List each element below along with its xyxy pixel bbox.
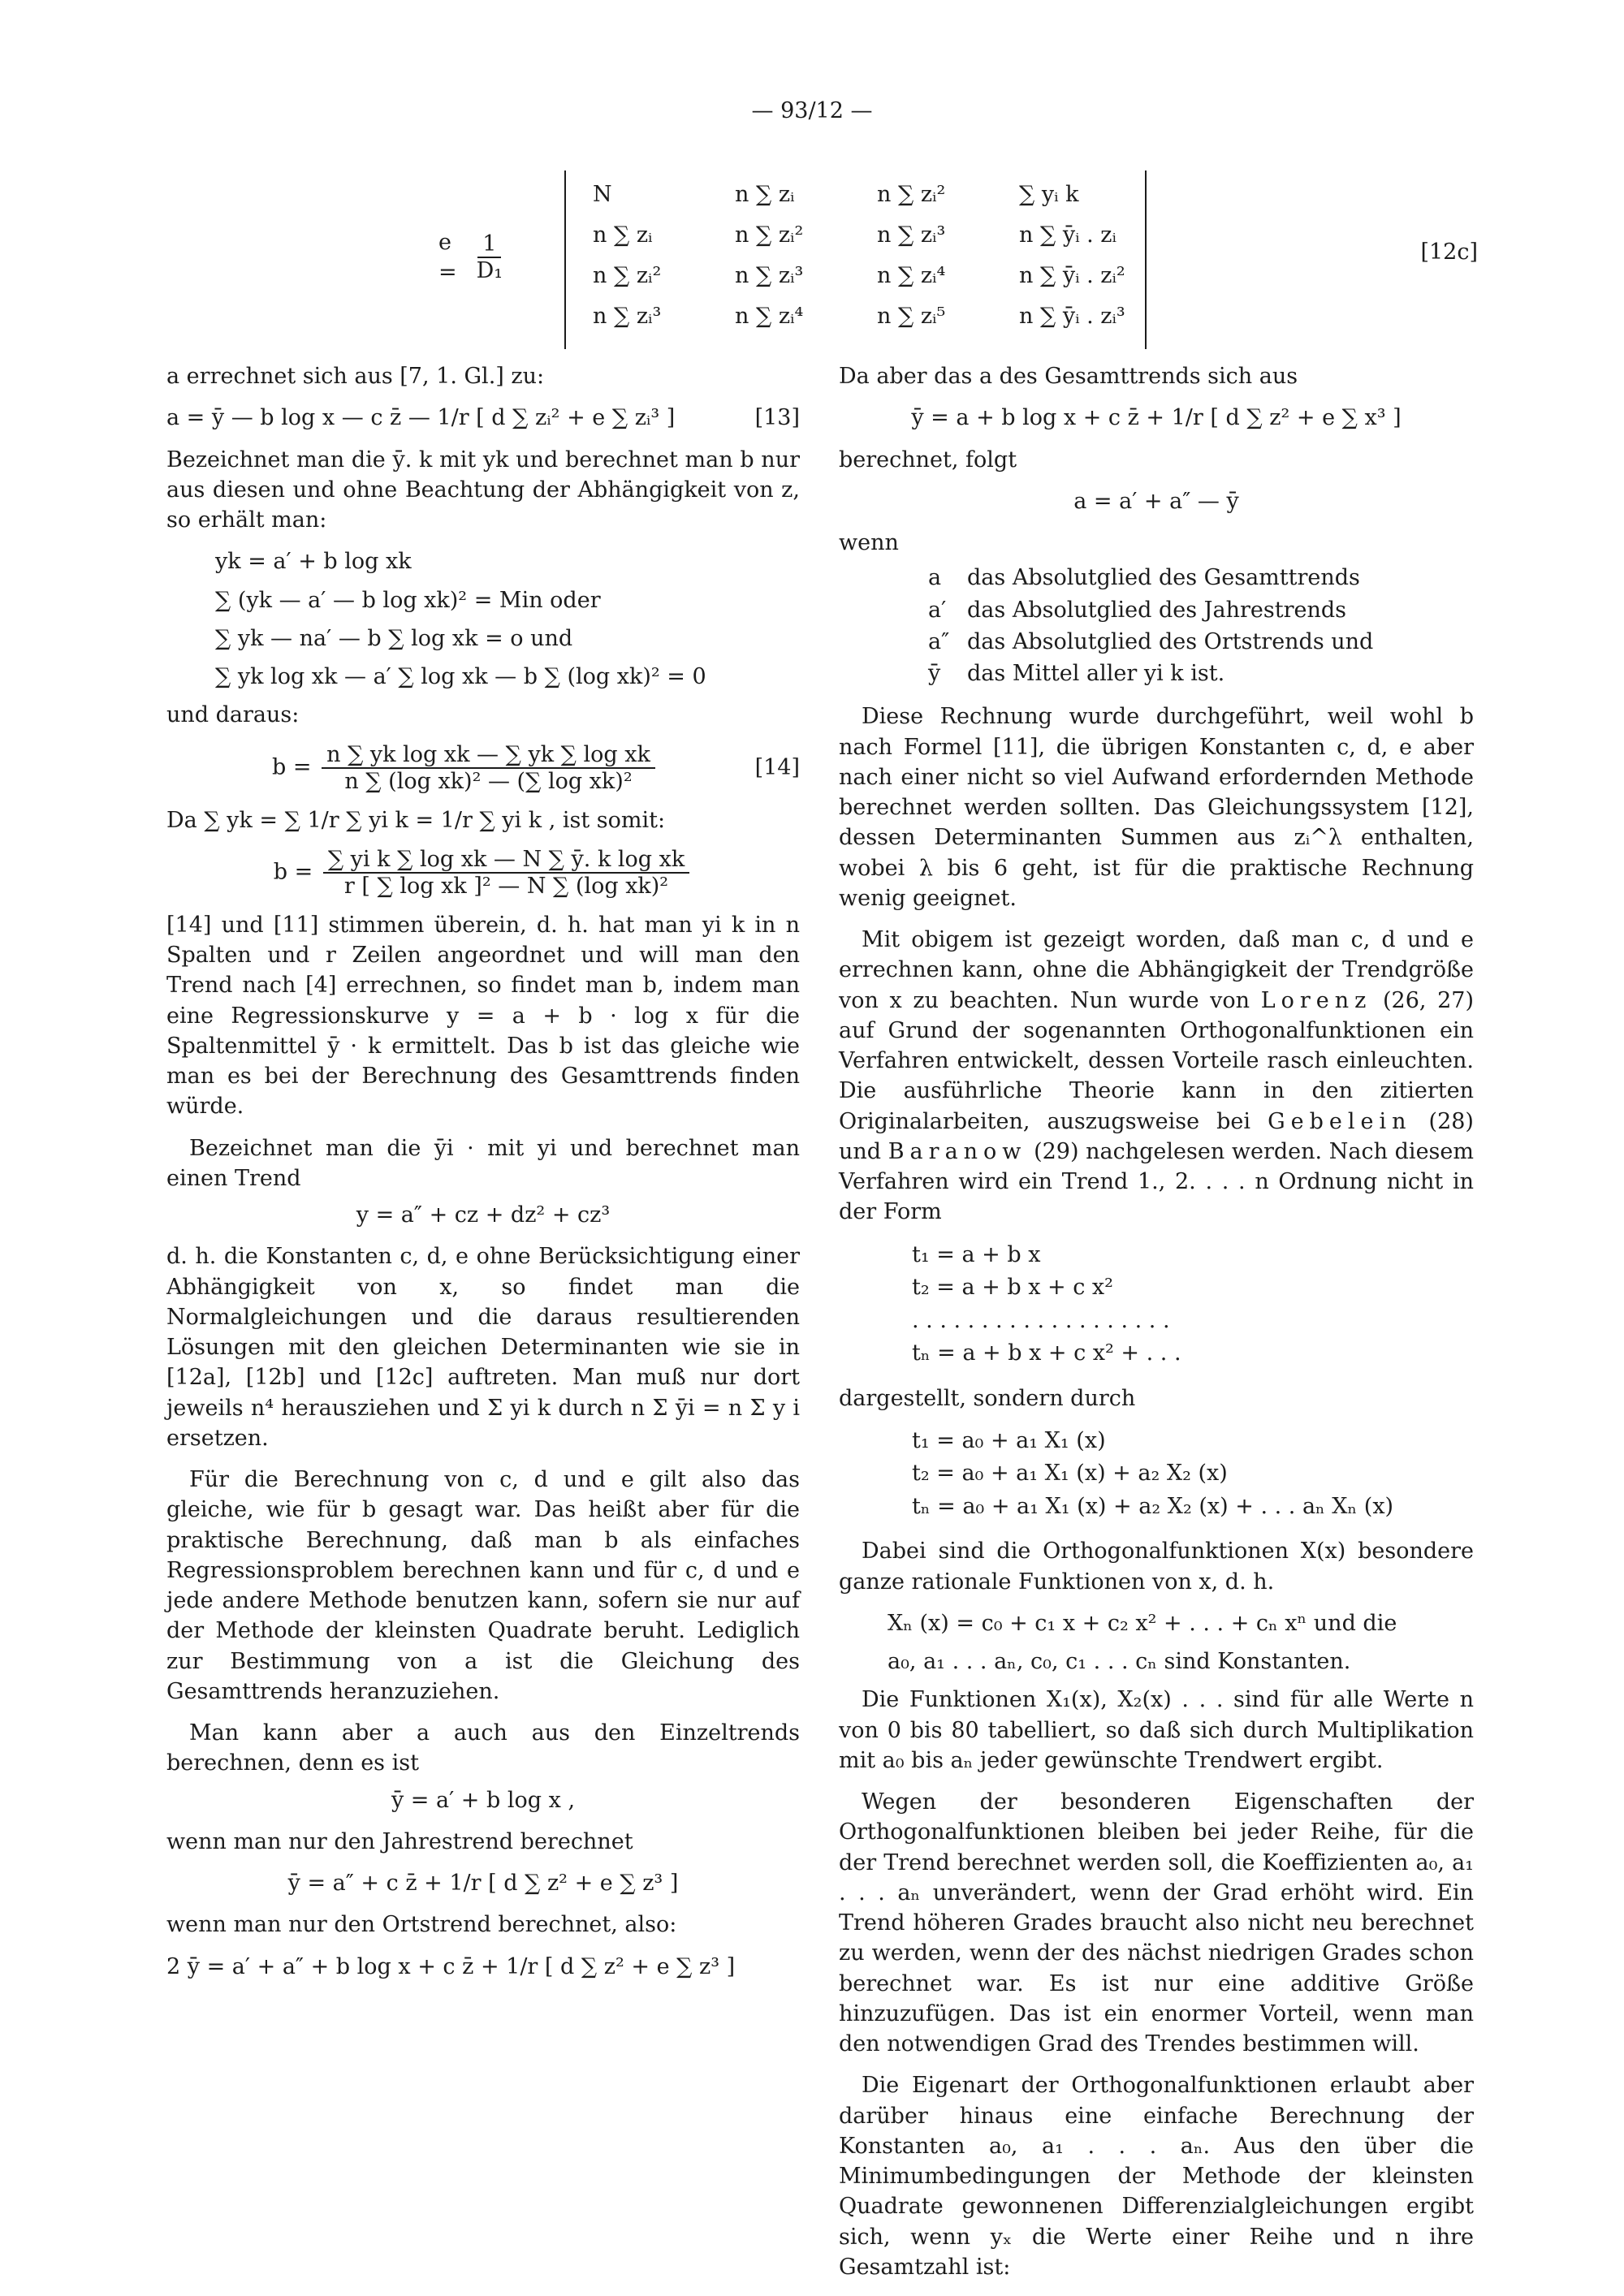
paragraph: Diese Rechnung wurde durchgeführt, weil wohl b nach Formel [11], die übrigen Konstanten c, d, e aber nach einer nicht so viel Aufwand erfordernden Methode berechnet werden sollten. Das Gleichungssystem [12], dessen Determinanten Summen aus zᵢ^λ enthalten, wobei λ bis 6 geht, ist für die praktische Rechnung wenig geeignet. bbox=[839, 704, 1474, 911]
det-fraction bbox=[472, 231, 508, 283]
det-cell: n ∑ ȳᵢ . zᵢ² bbox=[1019, 263, 1125, 288]
equation: ∑ yk — na′ — b ∑ log xk = o und bbox=[215, 625, 573, 651]
def-symbol: a″ bbox=[928, 628, 950, 654]
det-cell: n ∑ zᵢ⁴ bbox=[877, 263, 946, 288]
equation: yk = a′ + b log xk bbox=[215, 549, 412, 575]
text-run: Mit obigem ist gezeigt worden, daß man c, d und e errechnen kann, ohne die Abhängigkeit der Trendgröße von x zu beachten. Nun wurde von bbox=[839, 927, 1474, 1013]
paragraph bbox=[839, 925, 1474, 1228]
det-cell: n ∑ ȳᵢ . zᵢ bbox=[1019, 222, 1116, 248]
eqb-lhs: b = bbox=[273, 859, 313, 885]
equation: ∑ (yk — a′ — b log xk)² = Min oder bbox=[215, 587, 601, 613]
equation-13 bbox=[166, 403, 800, 433]
det-cell: n ∑ zᵢ³ bbox=[877, 222, 946, 248]
text-run: (26, 27) auf Grund der sogenannten Orthogonalfunktionen ein Verfahren entwickelt, dessen Vorteile rasch einleuchten. Die ausführliche Theorie kann in den zitierten Originalarbeiten, auszugsweise bei bbox=[839, 987, 1474, 1134]
det-cell: n ∑ zᵢ² bbox=[593, 263, 662, 288]
eqb-den: r [ ∑ log xk ]² — N ∑ (log xk)² bbox=[343, 873, 669, 899]
trend-eq: t₁ = a + b x bbox=[912, 1241, 1041, 1267]
trend-list-1 bbox=[912, 1239, 1474, 1370]
det-cell: n ∑ zᵢ² bbox=[877, 182, 946, 207]
paragraph: Da aber das a des Gesamttrends sich aus bbox=[839, 364, 1298, 389]
paragraph: Dabei sind die Orthogonalfunktionen X(x) besondere ganze rationale Funktionen von x, d. h. bbox=[839, 1539, 1474, 1595]
trend-eq: t₂ = a₀ + a₁ X₁ (x) + a₂ X₂ (x) bbox=[912, 1461, 1228, 1487]
author-name: Gebelein bbox=[1268, 1108, 1412, 1134]
paragraph: a errechnet sich aus [7, 1. Gl.] zu: bbox=[166, 364, 545, 389]
trend-eq: t₂ = a + b x + c x² bbox=[912, 1275, 1113, 1300]
paragraph: Die Eigenart der Orthogonalfunktionen erlaubt aber darüber hinaus eine einfache Berechnung der Konstanten a₀, a₁ . . . aₙ. Aus den über die Minimumbedingungen der Methode der kleinsten Quadrate gewonnenen Differenzialgleichungen ergibt sich, wenn yₓ die Werte einer Reihe und n ihre Gesamtzahl ist: bbox=[839, 2073, 1474, 2280]
det-bar-right bbox=[1145, 170, 1147, 349]
author-name: Lorenz bbox=[1260, 987, 1372, 1013]
det-cell: n ∑ zᵢ³ bbox=[735, 263, 804, 288]
equation-trend: y = a″ + cz + dz² + cz³ bbox=[356, 1202, 611, 1228]
paragraph: wenn man nur den Ortstrend berechnet, also: bbox=[166, 1912, 677, 1938]
equation-tag-12c: [12c] bbox=[1420, 240, 1478, 265]
paragraph: wenn man nur den Jahrestrend berechnet bbox=[166, 1828, 633, 1854]
equation-tag: [14] bbox=[754, 754, 800, 780]
def-symbol: a bbox=[928, 565, 942, 591]
equation-a1: ȳ = a′ + b log x , bbox=[391, 1787, 576, 1813]
eq14-fraction bbox=[322, 742, 655, 794]
paragraph: und daraus: bbox=[166, 702, 300, 728]
paragraph: dargestellt, sondern durch bbox=[839, 1385, 1136, 1411]
def-symbol: ȳ bbox=[928, 661, 941, 686]
det-frac-num: 1 bbox=[477, 231, 501, 258]
text-run: (28) und bbox=[839, 1108, 1474, 1164]
det-cell: n ∑ zᵢ⁴ bbox=[735, 304, 804, 329]
equation-xn-constants: a₀, a₁ . . . aₙ, c₀, c₁ . . . cₙ sind Konstanten. bbox=[888, 1649, 1351, 1674]
paragraph: [14] und [11] stimmen überein, d. h. hat man yi k in n Spalten und r Zeilen angeordnet und will man den Trend nach [4] errechnen, so findet man b, indem man eine Regressionskurve y = a + b · log x für die Spaltenmittel ȳ · k ermittelt. Das b ist das gleiche wie man es bei der Berechnung des Gesamttrends finden würde. bbox=[166, 912, 800, 1120]
det-cell: n ∑ zᵢ⁵ bbox=[877, 304, 946, 329]
definition-list bbox=[928, 563, 1474, 688]
equation-b bbox=[166, 847, 800, 899]
det-cell: n ∑ ȳᵢ . zᵢ³ bbox=[1019, 304, 1125, 329]
equation-xn: Xₙ (x) = c₀ + c₁ x + c₂ x² + . . . + cₙ xⁿ und die bbox=[888, 1610, 1397, 1636]
equation-tag: [13] bbox=[754, 405, 800, 431]
paragraph: berechnet, folgt bbox=[839, 447, 1017, 473]
eq14-lhs: b = bbox=[272, 754, 312, 780]
eq14-den: n ∑ (log xk)² — (∑ log xk)² bbox=[344, 768, 633, 794]
equation: ∑ yk log xk — a′ ∑ log xk — b ∑ (log xk)² = 0 bbox=[215, 664, 706, 689]
paragraph: d. h. die Konstanten c, d, e ohne Berücksichtigung einer Abhängigkeit von x, so findet man die Normalgleichungen und die daraus resultierenden Lösungen mit den gleichen Determinanten wie sie in [12a], [12b] und [12c] auftreten. Man muß nur dort jeweils n⁴ herausziehen und Σ yi k durch n Σ ȳi = n Σ y i ersetzen. bbox=[166, 1244, 800, 1451]
det-lhs-e: e = bbox=[438, 230, 457, 286]
paragraph: wenn bbox=[839, 530, 899, 555]
det-cell: n ∑ zᵢ bbox=[593, 222, 653, 248]
eq14-num: n ∑ yk log xk — ∑ yk ∑ log xk bbox=[322, 742, 655, 769]
determinant-matrix bbox=[593, 177, 1161, 334]
page-number: — 93/12 — bbox=[751, 98, 873, 123]
det-bar-left bbox=[564, 170, 566, 349]
trend-eq: t₁ = a₀ + a₁ X₁ (x) bbox=[912, 1427, 1106, 1453]
paragraph: Bezeichnet man die ȳ. k mit yk und berechnet man b nur aus diesen und ohne Beachtung der Abhängigkeit von z, so erhält man: bbox=[166, 447, 800, 533]
equation-r2: a = a′ + a″ — ȳ bbox=[1073, 488, 1239, 514]
det-cell: ∑ yᵢ k bbox=[1019, 182, 1079, 207]
def-text: das Mittel aller yi k ist. bbox=[967, 661, 1225, 686]
left-column bbox=[166, 361, 800, 1990]
trend-list-2 bbox=[912, 1425, 1474, 1524]
paragraph: Wegen der besonderen Eigenschaften der Orthogonalfunktionen bleiben bei jeder Reihe, für die der Trend berechnet werden soll, die Koeffizienten a₀, a₁ . . . aₙ unverändert, wenn der Grad erhöht wird. Ein Trend höheren Grades braucht also nicht neu berechnet zu werden, wenn der des nächst niedrigen Grades schon berechnet war. Es ist nur eine additive Größe hinzuzufügen. Das ist ein enormer Vorteil, wenn man den notwendigen Grad des Trendes bestimmen will. bbox=[839, 1789, 1474, 2056]
text-run: (29) nachgelesen werden. Nach diesem Verfahren wird ein Trend 1., 2. . . . n Ordnung nicht in der Form bbox=[839, 1138, 1474, 1225]
det-cell: n ∑ zᵢ³ bbox=[593, 304, 662, 329]
det-cell: n ∑ zᵢ bbox=[735, 182, 795, 207]
eqb-num: ∑ yi k ∑ log xk — N ∑ ȳ. k log xk bbox=[323, 847, 689, 874]
trend-eq: . . . . . . . . . . . . . . . . . . . bbox=[912, 1307, 1170, 1333]
def-text: das Absolutglied des Ortstrends und bbox=[967, 628, 1374, 654]
equation-a2: ȳ = a″ + c z̄ + 1/r [ d ∑ z² + e ∑ z³ ] bbox=[287, 1871, 679, 1897]
det-cell: n ∑ zᵢ² bbox=[735, 222, 804, 248]
equation-a3: 2 ȳ = a′ + a″ + b log x + c z̄ + 1/r [ d ∑ z² + e ∑ z³ ] bbox=[166, 1953, 736, 1979]
author-name: Baranow bbox=[888, 1138, 1027, 1164]
determinant-lhs bbox=[438, 227, 511, 288]
det-cell: N bbox=[593, 182, 612, 207]
trend-eq: tₙ = a + b x + c x² + . . . bbox=[912, 1340, 1181, 1366]
equation-14-body bbox=[272, 742, 659, 794]
def-text: das Absolutglied des Jahrestrends bbox=[967, 597, 1347, 623]
trend-eq: tₙ = a₀ + a₁ X₁ (x) + a₂ X₂ (x) + . . . aₙ Xₙ (x) bbox=[912, 1493, 1394, 1519]
def-symbol: a′ bbox=[928, 597, 947, 623]
eqb-fraction bbox=[323, 847, 689, 899]
det-frac-den: D₁ bbox=[476, 258, 503, 284]
equation-r1: ȳ = a + b log x + c z̄ + 1/r [ d ∑ z² + e ∑ x³ ] bbox=[911, 405, 1402, 431]
paragraph: Man kann aber a auch aus den Einzeltrends berechnen, denn es ist bbox=[166, 1720, 800, 1776]
right-column bbox=[839, 361, 1474, 2294]
def-text: das Absolutglied des Gesamttrends bbox=[967, 565, 1360, 591]
paragraph: Die Funktionen X₁(x), X₂(x) . . . sind für alle Werte n von 0 bis 80 tabelliert, so daß sich durch Multiplikation mit a₀ bis aₙ jeder gewünschte Trendwert ergibt. bbox=[839, 1687, 1474, 1773]
equation-14 bbox=[166, 742, 800, 794]
da-line: Da ∑ yk = ∑ 1/r ∑ yi k = 1/r ∑ yi k , ist somit: bbox=[166, 807, 666, 833]
paragraph: Für die Berechnung von c, d und e gilt also das gleiche, wie für b gesagt war. Das heißt aber für die praktische Berechnung, daß man b als einfaches Regressionsproblem berechnen kann und für c, d und e jede andere Methode benutzen kann, sofern sie nur auf der Methode der kleinsten Quadrate beruht. Lediglich zur Bestimmung von a ist die Gleichung des Gesamttrends heranzuziehen. bbox=[166, 1467, 800, 1704]
equation-text: a = ȳ — b log x — c z̄ — 1/r [ d ∑ zᵢ² + e ∑ zᵢ³ ] bbox=[166, 405, 676, 431]
paragraph: Bezeichnet man die ȳi · mit yi und berechnet man einen Trend bbox=[166, 1135, 800, 1191]
